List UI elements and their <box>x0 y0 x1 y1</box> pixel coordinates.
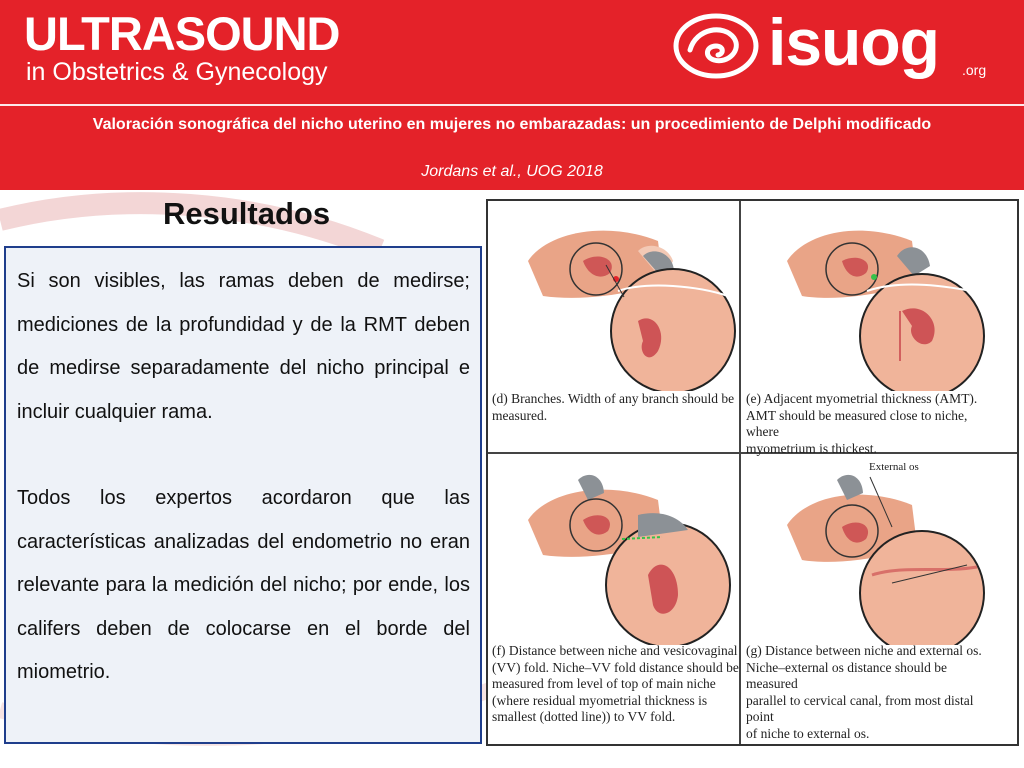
caption-line: smallest (dotted line)) to VV fold. <box>492 709 676 724</box>
caption-line: (f) Distance between niche and vesicovaginal <box>492 643 738 658</box>
panel-f-caption <box>492 643 739 726</box>
journal-title: ULTRASOUND <box>24 7 340 60</box>
results-paragraph-1: Si son visibles, las ramas deben de medirse; mediciones de la profundidad y de la RMT deben de medirse separadamente del nicho principal e incluir cualquier rama. <box>17 270 470 423</box>
article-title: Valoración sonográfica del nicho uterino en mujeres no embarazadas: un procedimiento de Delphi modificado <box>92 116 932 133</box>
panel-g-caption <box>746 643 993 742</box>
caption-line: Niche–external os distance should be measured <box>746 659 947 691</box>
panel-e-caption <box>746 391 993 457</box>
panel-d-caption <box>492 391 734 424</box>
header-banner <box>0 0 1024 190</box>
panel-g-external-os <box>742 455 993 741</box>
caption-line: measured from level of top of main niche <box>492 676 716 691</box>
isuog-domain-suffix: .org <box>962 62 987 78</box>
caption-line: (where residual myometrial thickness is <box>492 692 708 708</box>
results-text-box <box>4 246 482 744</box>
caption-line: (d) Branches. Width of any branch should be <box>492 391 735 406</box>
external-os-label: External os <box>869 461 919 473</box>
caption-line: (VV) fold. Niche–VV fold distance should be <box>492 659 739 675</box>
uterus-diagram-external-os <box>742 455 993 645</box>
ultrasound-diagram-figure <box>486 199 1019 746</box>
isuog-logo-icon <box>672 10 760 80</box>
isuog-wordmark: isuog <box>768 5 939 79</box>
caption-line: of niche to external os. <box>746 725 870 741</box>
panel-f-vesicovaginal-fold <box>488 455 739 724</box>
article-citation: Jordans et al., UOG 2018 <box>421 163 603 180</box>
header-divider <box>0 104 1024 106</box>
section-title: Resultados <box>163 196 331 231</box>
uterus-diagram-amt <box>742 201 993 391</box>
journal-subtitle: in Obstetrics & Gynecology <box>26 58 328 86</box>
uterus-diagram-branches <box>488 201 739 391</box>
caption-line: parallel to cervical canal, from most distal point <box>746 692 974 724</box>
caption-line: myometrium is thickest. <box>746 440 877 456</box>
caption-line: (g) Distance between niche and external os. <box>746 643 982 658</box>
caption-line: measured. <box>492 407 548 423</box>
panel-d-branches <box>488 201 739 452</box>
panel-e-adjacent-myometrial-thickness <box>742 201 993 456</box>
caption-line: (e) Adjacent myometrial thickness (AMT). <box>746 391 978 406</box>
uterus-diagram-vv-fold <box>488 455 739 645</box>
results-paragraph-2: Todos los expertos acordaron que las características analizadas del endometrio no eran relevante para la medición del nicho; por ende, los califers deben de colocarse en el borde del miometrio. <box>17 487 470 683</box>
caption-line: AMT should be measured close to niche, where <box>746 407 968 439</box>
